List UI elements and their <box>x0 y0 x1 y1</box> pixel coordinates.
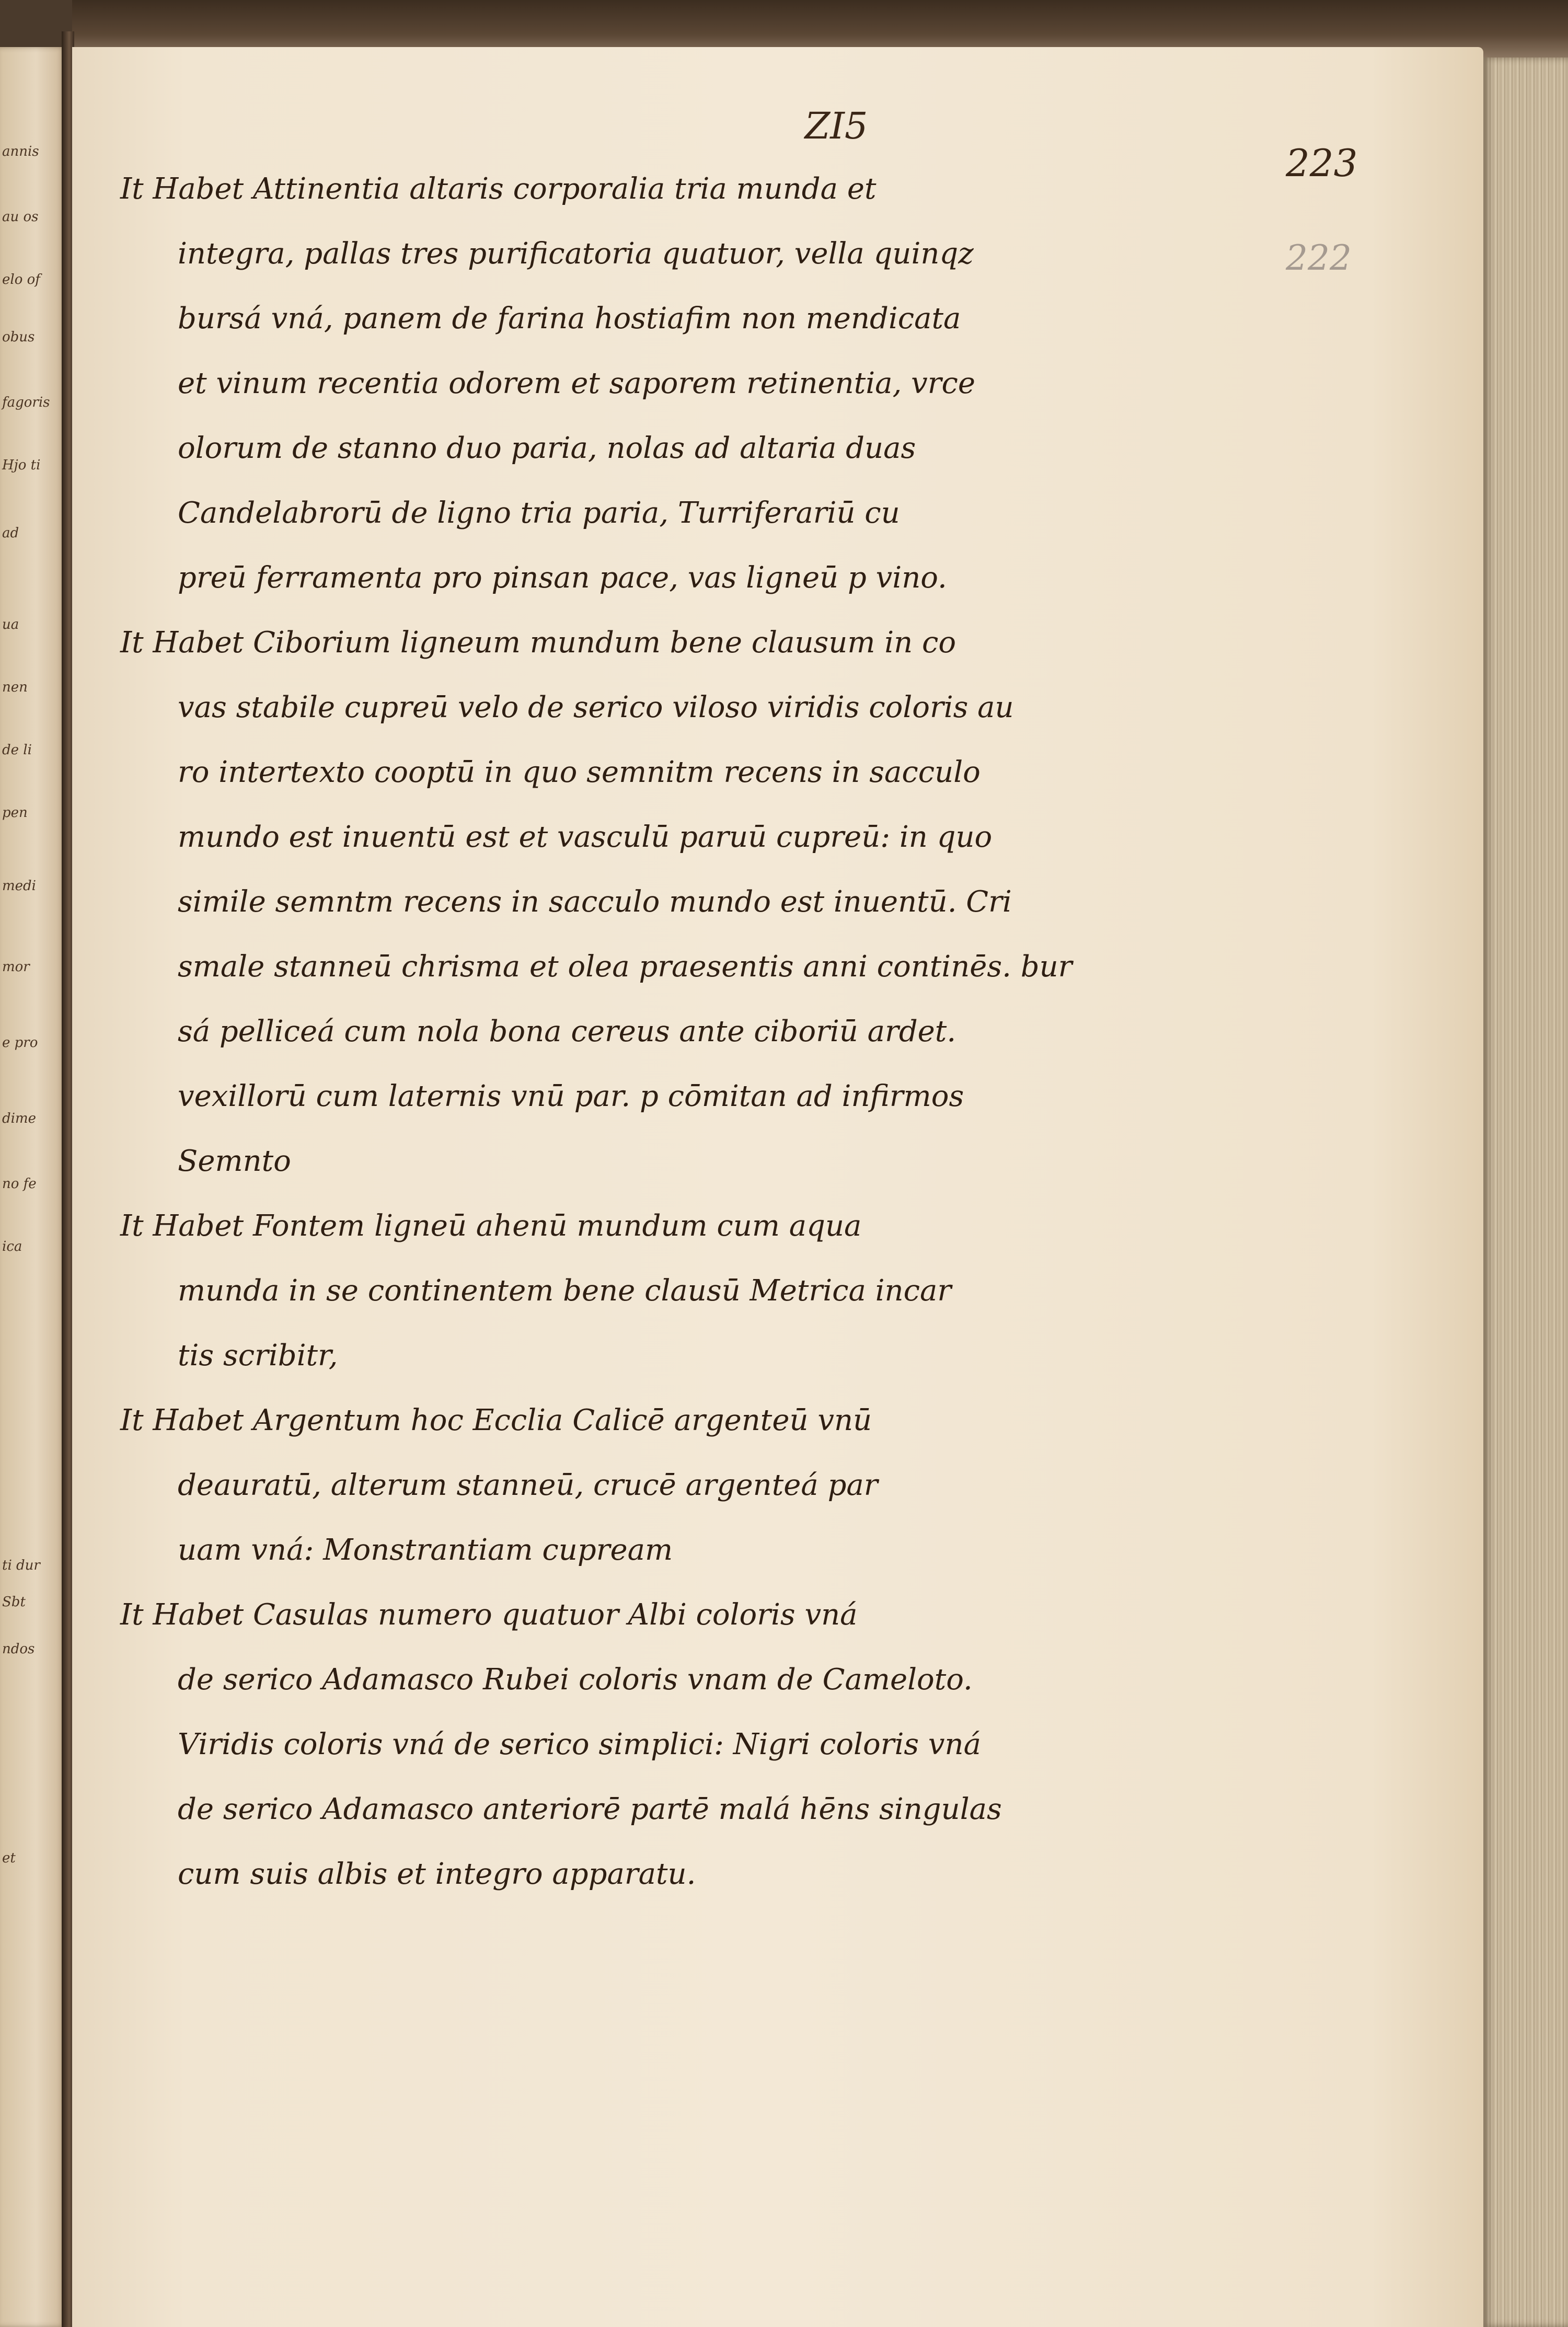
margin-fragment: obus <box>2 329 35 345</box>
margin-fragment: ua <box>2 617 19 632</box>
inventory-entry-argentum <box>120 1388 1207 1583</box>
text-line: It Habet Attinentia altaris corporalia tria munda et <box>120 172 877 206</box>
margin-fragment: et <box>2 1850 16 1866</box>
margin-fragment: Sbt <box>2 1594 26 1610</box>
text-line: mundo est inuentū est et vasculū paruū cupreū: in quo <box>178 820 993 854</box>
text-line: munda in se continentem bene clausū Metrica incar <box>178 1274 952 1308</box>
margin-fragment: elo of <box>2 272 40 287</box>
text-line: It Habet Fontem ligneū ahenū mundum cum aqua <box>120 1209 862 1243</box>
margin-fragment: medi <box>2 878 36 894</box>
text-line: olorum de stanno duo paria, nolas ad altaria duas <box>178 431 916 465</box>
text-line: vexillorū cum laternis vnū par. p cōmitan ad infirmos <box>178 1079 964 1113</box>
margin-fragment: nen <box>2 679 28 695</box>
manuscript-text <box>120 157 1207 1907</box>
text-line: cum suis albis et integro apparatu. <box>178 1857 696 1891</box>
text-line: smale stanneū chrisma et olea praesentis anni continēs. bur <box>178 950 1073 984</box>
margin-fragment: pen <box>2 805 28 821</box>
folio-mark: ZI5 <box>804 105 868 147</box>
margin-fragment: dime <box>2 1111 36 1126</box>
margin-fragment: Hjo ti <box>2 457 41 473</box>
margin-fragment: ad <box>2 525 19 541</box>
text-line: bursá vná, panem de farina hostiafim non mendicata <box>178 302 961 336</box>
text-line: uam vná: Monstrantiam cupream <box>178 1533 673 1567</box>
margin-fragment: ti dur <box>2 1558 40 1573</box>
text-line: sá pelliceá cum nola bona cereus ante ciboriū ardet. <box>178 1015 956 1049</box>
text-line: Candelabrorū de ligno tria paria, Turriferariū cu <box>178 496 900 530</box>
text-line: It Habet Ciborium ligneum mundum bene clausum in co <box>120 626 956 660</box>
page-number: 223 <box>1286 141 1358 185</box>
inventory-entry-fontem <box>120 1194 1207 1388</box>
text-line: Viridis coloris vná de serico simplici: Nigri coloris vná <box>178 1727 981 1761</box>
text-line: simile semntm recens in sacculo mundo est inuentū. Cri <box>178 885 1012 919</box>
text-line: It Habet Argentum hoc Ecclia Calicē argenteū vnū <box>120 1403 872 1437</box>
page-number-old: 222 <box>1286 238 1352 278</box>
margin-fragment: no fe <box>2 1176 37 1192</box>
text-line: de serico Adamasco Rubei coloris vnam de Cameloto. <box>178 1663 973 1697</box>
margin-fragment: mor <box>2 959 30 975</box>
margin-fragment: ica <box>2 1239 22 1254</box>
text-line: de serico Adamasco anteriorē partē malá hēns singulas <box>178 1792 1002 1826</box>
text-line: vas stabile cupreū velo de serico viloso viridis coloris au <box>178 690 1014 724</box>
page-edges <box>1483 57 1568 2327</box>
text-line: tis scribitr, <box>178 1339 338 1373</box>
margin-fragment: e pro <box>2 1035 38 1051</box>
left-facing-page <box>0 47 65 2327</box>
text-line: deauratū, alterum stanneū, crucē argenteá par <box>178 1468 878 1502</box>
margin-fragment: fagoris <box>2 395 50 410</box>
inventory-entry-ciborium <box>120 610 1207 1194</box>
text-line: ro intertexto cooptū in quo semnitm recens in sacculo <box>178 755 981 789</box>
inventory-entry-attinentia <box>120 157 1207 610</box>
margin-fragment: ndos <box>2 1641 35 1657</box>
text-line: preū ferramenta pro pinsan pace, vas ligneū p vino. <box>178 561 947 595</box>
margin-fragment: de li <box>2 742 32 758</box>
text-line: It Habet Casulas numero quatuor Albi coloris vná <box>120 1598 858 1632</box>
margin-fragment: annis <box>2 144 39 159</box>
margin-fragment: au os <box>2 209 39 225</box>
text-line: et vinum recentia odorem et saporem retinentia, vrce <box>178 366 976 400</box>
text-line: Semnto <box>178 1144 291 1178</box>
inventory-entry-casulas <box>120 1583 1207 1907</box>
text-line: integra, pallas tres purificatoria quatuor, vella quinqz <box>178 237 974 271</box>
